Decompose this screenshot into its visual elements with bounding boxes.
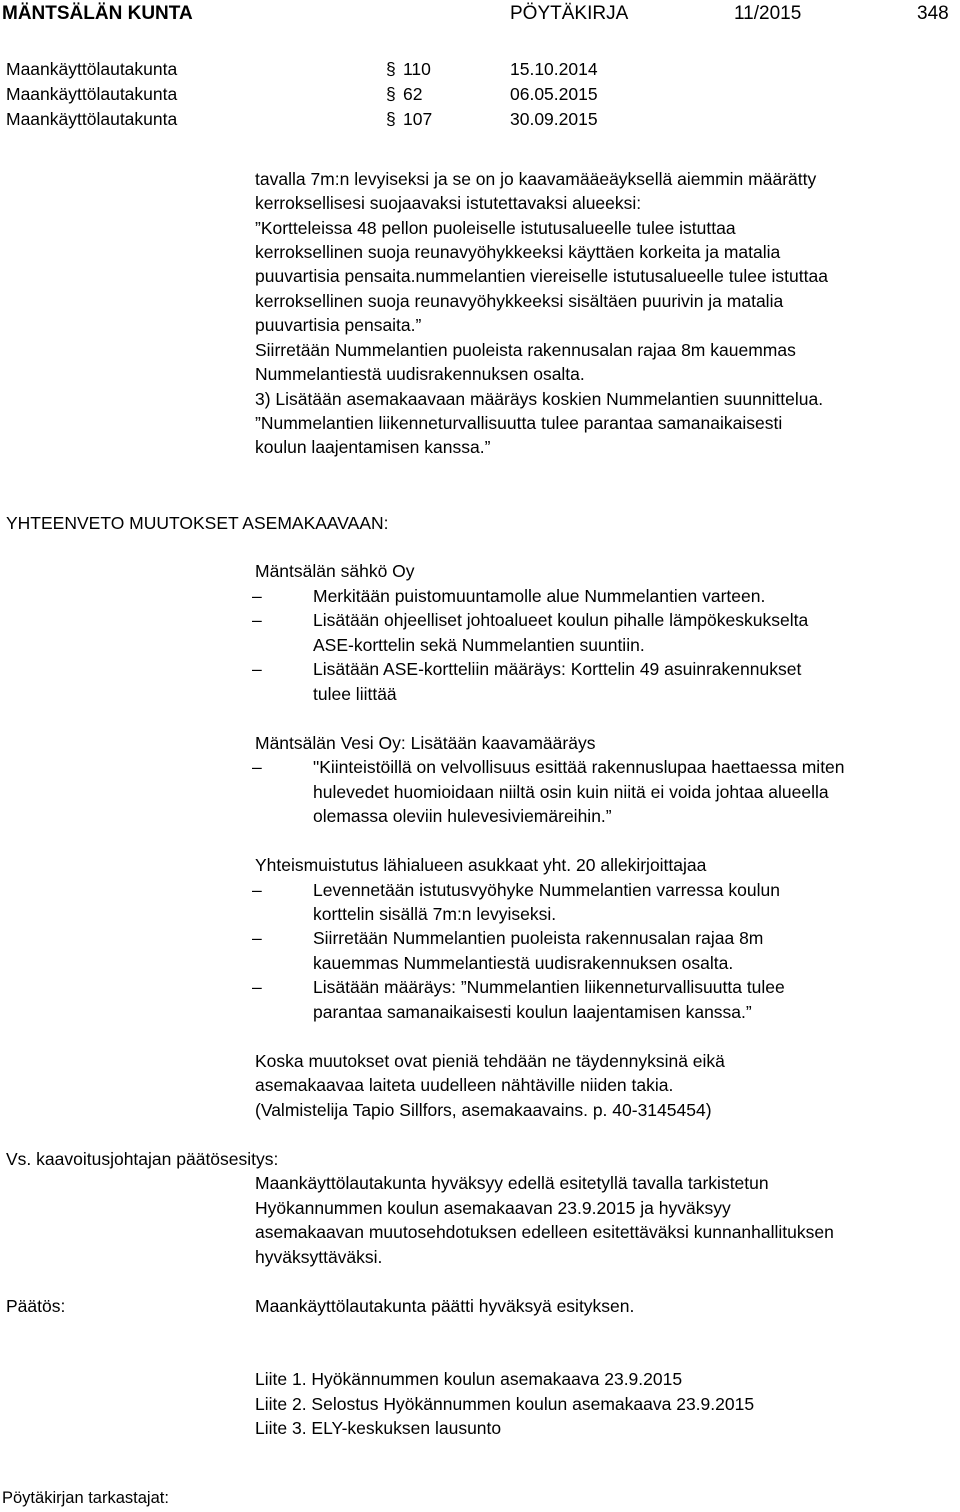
list-item-continuation: parantaa samanaikaisesti koulun laajentamisen kanssa.”	[313, 1002, 752, 1022]
footer-label: Pöytäkirjan tarkastajat:	[2, 1489, 169, 1507]
list-item-continuation: tulee liittää	[313, 684, 397, 704]
paragraph-line: Maankäyttölautakunta hyväksyy edellä esitetyllä tavalla tarkistetun	[255, 1173, 769, 1193]
dash-bullet: –	[252, 610, 262, 630]
decision-text: Maankäyttölautakunta päätti hyväksyä esityksen.	[255, 1296, 635, 1316]
proposal-label: Vs. kaavoitusjohtajan päätösesitys:	[6, 1149, 279, 1169]
paragraph-line: hyväksyttäväksi.	[255, 1247, 383, 1267]
reference-number: 110	[403, 59, 431, 79]
paragraph-line: kerroksellinen suoja reunavyöhykkeeksi sisältäen puurivin ja matalia	[255, 291, 784, 311]
decision-label: Päätös:	[6, 1296, 66, 1316]
attachment-item: Liite 3. ELY-keskuksen lausunto	[255, 1418, 502, 1438]
list-item-continuation: kauemmas Nummelantiestä uudisrakennuksen osalta.	[313, 953, 734, 973]
list-item: Lisätään ASE-kortteliin määräys: Korttelin 49 asuinrakennukset	[313, 659, 802, 679]
paragraph-line: tavalla 7m:n levyiseksi ja se on jo kaavamääeäyksellä aiemmin määrätty	[255, 169, 817, 189]
page-number: 348	[917, 3, 949, 24]
reference-body: Maankäyttölautakunta	[6, 59, 178, 79]
group-title: Yhteismuistutus lähialueen asukkaat yht. 20 allekirjoittajaa	[255, 855, 707, 875]
document-type: PÖYTÄKIRJA	[510, 3, 629, 24]
paragraph-line: koulun laajentamisen kanssa.”	[255, 437, 491, 457]
paragraph-line: asemakaavaa laiteta uudelleen nähtäville niiden takia.	[255, 1075, 674, 1095]
attachment-item: Liite 2. Selostus Hyökännummen koulun asemakaava 23.9.2015	[255, 1394, 755, 1414]
paragraph-line: puuvartisia pensaita.nummelantien viereiselle istutusalueelle tulee istuttaa	[255, 266, 828, 286]
list-item: Lisätään määräys: ”Nummelantien liikenneturvallisuutta tulee	[313, 977, 785, 997]
list-item: "Kiinteistöillä on velvollisuus esittää rakennuslupaa haettaessa miten	[313, 757, 845, 777]
list-item: Merkitään puistomuuntamolle alue Nummelantien varteen.	[313, 586, 766, 606]
issue-number: 11/2015	[734, 3, 802, 24]
dash-bullet: –	[252, 586, 262, 606]
paragraph-line: (Valmistelija Tapio Sillfors, asemakaavains. p. 40-3145454)	[255, 1100, 712, 1120]
paragraph-line: kerroksellinen suoja reunavyöhykkeeksi käyttäen korkeita ja matalia	[255, 242, 781, 262]
dash-bullet: –	[252, 880, 262, 900]
dash-bullet: –	[252, 659, 262, 679]
reference-date: 06.05.2015	[510, 84, 598, 104]
paragraph-line: ”Nummelantien liikenneturvallisuutta tulee parantaa samanaikaisesti	[255, 413, 783, 433]
list-item: Lisätään ohjeelliset johtoalueet koulun pihalle lämpökeskukselta	[313, 610, 809, 630]
dash-bullet: –	[252, 757, 262, 777]
reference-body: Maankäyttölautakunta	[6, 109, 178, 129]
paragraph-line: puuvartisia pensaita.”	[255, 315, 422, 335]
paragraph-line: Siirretään Nummelantien puoleista rakennusalan rajaa 8m kauemmas	[255, 340, 796, 360]
reference-date: 30.09.2015	[510, 109, 598, 129]
section-sign: §	[386, 59, 396, 79]
paragraph-line: 3) Lisätään asemakaavaan määräys koskien Nummelantien suunnittelua.	[255, 389, 824, 409]
list-item-continuation: olemassa oleviin hulevesiviemäreihin.”	[313, 806, 612, 826]
dash-bullet: –	[252, 977, 262, 997]
paragraph-line: Hyökannummen koulun asemakaavan 23.9.2015 ja hyväksyy	[255, 1198, 731, 1218]
paragraph-line: Nummelantiestä uudisrakennuksen osalta.	[255, 364, 585, 384]
reference-date: 15.10.2014	[510, 59, 598, 79]
list-item: Levennetään istutusvyöhyke Nummelantien varressa koulun	[313, 880, 780, 900]
list-item: Siirretään Nummelantien puoleista rakennusalan rajaa 8m	[313, 928, 764, 948]
paragraph-line: Koska muutokset ovat pieniä tehdään ne täydennyksinä eikä	[255, 1051, 725, 1071]
section-sign: §	[386, 84, 396, 104]
list-item-continuation: korttelin sisällä 7m:n levyiseksi.	[313, 904, 557, 924]
paragraph-line: ”Kortteleissa 48 pellon puoleiselle istutusalueelle tulee istuttaa	[255, 218, 736, 238]
reference-body: Maankäyttölautakunta	[6, 84, 178, 104]
reference-number: 62	[403, 84, 423, 104]
paragraph-line: kerroksellisesi suojaavaksi istutettavaksi alueeksi:	[255, 193, 642, 213]
group-title: Mäntsälän Vesi Oy: Lisätään kaavamääräys	[255, 733, 596, 753]
section-sign: §	[386, 109, 396, 129]
attachment-item: Liite 1. Hyökännummen koulun asemakaava 23.9.2015	[255, 1369, 683, 1389]
dash-bullet: –	[252, 928, 262, 948]
municipality-name: MÄNTSÄLÄN KUNTA	[2, 3, 193, 24]
summary-heading: YHTEENVETO MUUTOKSET ASEMAKAAVAAN:	[6, 513, 389, 533]
paragraph-line: asemakaavan muutosehdotuksen edelleen esitettäväksi kunnanhallituksen	[255, 1222, 834, 1242]
list-item-continuation: hulevedet huomioidaan niiltä osin kuin niitä ei voida johtaa alueella	[313, 782, 829, 802]
reference-number: 107	[403, 109, 433, 129]
list-item-continuation: ASE-korttelin sekä Nummelantien suuntiin.	[313, 635, 645, 655]
group-title: Mäntsälän sähkö Oy	[255, 561, 415, 581]
